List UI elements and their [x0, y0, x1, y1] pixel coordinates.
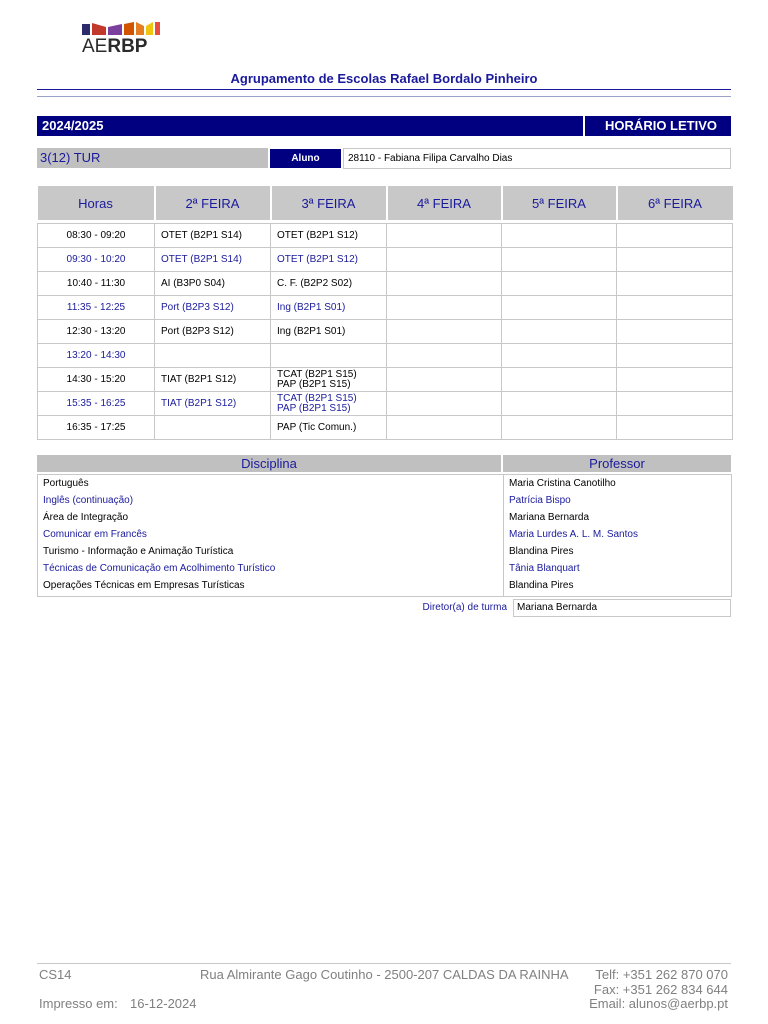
- schedule-row: [38, 320, 733, 344]
- discipline-name: Turismo - Informação e Animação Turística: [43, 546, 234, 557]
- monday-cell: [155, 416, 271, 440]
- school-logo: [82, 22, 162, 56]
- discipline-header: Disciplina: [37, 455, 501, 472]
- header-hours: Horas: [38, 186, 155, 220]
- friday-cell: [617, 248, 733, 272]
- schedule-header-row: [38, 186, 733, 220]
- wednesday-cell: [387, 416, 502, 440]
- tuesday-cell: [271, 344, 387, 368]
- wednesday-cell: [387, 272, 502, 296]
- header-tuesday: 3ª FEIRA: [271, 186, 387, 220]
- discipline-row: [38, 543, 733, 560]
- header-divider-secondary: [37, 96, 731, 97]
- discipline-row: [38, 509, 733, 526]
- footer-printed-label: Impresso em:: [39, 996, 118, 1011]
- lesson-entry: PAP (B2P1 S15): [277, 378, 351, 390]
- discipline-row: [38, 492, 733, 509]
- tuesday-cell: Ing (B2P1 S01): [271, 296, 387, 320]
- header-thursday: 5ª FEIRA: [502, 186, 617, 220]
- monday-cell: AI (B3P0 S04): [155, 272, 271, 296]
- tuesday-cell: C. F. (B2P2 S02): [271, 272, 387, 296]
- time-slot: 14:30 - 15:20: [38, 368, 155, 392]
- lesson-entry: TCAT (B2P1 S15): [277, 392, 357, 404]
- header-friday: 6ª FEIRA: [617, 186, 733, 220]
- tuesday-cell: OTET (B2P1 S12): [271, 248, 387, 272]
- logo-text: AERBP: [82, 36, 148, 57]
- schedule-row: [38, 392, 733, 416]
- class-director-value: Mariana Bernarda: [513, 599, 731, 617]
- footer-fax: Fax: +351 262 834 644: [593, 982, 728, 997]
- discipline-name: Técnicas de Comunicação em Acolhimento Turístico: [43, 563, 276, 574]
- schedule-row: [38, 272, 733, 296]
- monday-cell: TIAT (B2P1 S12): [155, 368, 271, 392]
- wednesday-cell: [387, 392, 502, 416]
- schedule-body: [38, 220, 733, 440]
- thursday-cell: [502, 368, 617, 392]
- friday-cell: [617, 320, 733, 344]
- schedule-row: [38, 368, 733, 392]
- tuesday-cell: PAP (Tic Comun.): [271, 416, 387, 440]
- time-slot: 09:30 - 10:20: [38, 248, 155, 272]
- tuesday-cell: Ing (B2P1 S01): [271, 320, 387, 344]
- discipline-name: Português: [43, 478, 89, 489]
- class-name: 3(12) TUR: [37, 148, 268, 168]
- thursday-cell: [502, 248, 617, 272]
- tuesday-cell: OTET (B2P1 S12): [271, 224, 387, 248]
- school-name: Agrupamento de Escolas Rafael Bordalo Pinheiro: [230, 71, 538, 86]
- lesson-entry: TCAT (B2P1 S15): [277, 368, 357, 380]
- footer-email: Email: alunos@aerbp.pt: [589, 996, 728, 1011]
- thursday-cell: [502, 320, 617, 344]
- monday-cell: OTET (B2P1 S14): [155, 224, 271, 248]
- student-value: 28110 - Fabiana Filipa Carvalho Dias: [343, 148, 731, 169]
- logo-stripes-icon: [82, 22, 162, 36]
- lesson-entry: PAP (B2P1 S15): [277, 402, 351, 414]
- wednesday-cell: [387, 320, 502, 344]
- header-divider: [37, 89, 731, 90]
- schedule-row: [38, 344, 733, 368]
- thursday-cell: [502, 344, 617, 368]
- thursday-cell: [502, 272, 617, 296]
- time-slot: 16:35 - 17:25: [38, 416, 155, 440]
- header-wednesday: 4ª FEIRA: [387, 186, 502, 220]
- discipline-row: [38, 560, 733, 577]
- footer-printed-date: 16-12-2024: [130, 996, 197, 1011]
- monday-cell: [155, 344, 271, 368]
- header-monday: 2ª FEIRA: [155, 186, 271, 220]
- thursday-cell: [502, 296, 617, 320]
- discipline-row: [38, 475, 733, 492]
- footer-address: Rua Almirante Gago Coutinho - 2500-207 CALDAS DA RAINHA: [200, 967, 569, 982]
- discipline-row: [38, 577, 733, 594]
- monday-cell: Port (B2P3 S12): [155, 296, 271, 320]
- discipline-row: [38, 526, 733, 543]
- school-year: 2024/2025: [37, 116, 583, 136]
- time-slot: 11:35 - 12:25: [38, 296, 155, 320]
- schedule-row: [38, 296, 733, 320]
- professor-name: Blandina Pires: [509, 580, 574, 591]
- schedule-row: [38, 224, 733, 248]
- professor-name: Patrícia Bispo: [509, 495, 571, 506]
- wednesday-cell: [387, 296, 502, 320]
- monday-cell: OTET (B2P1 S14): [155, 248, 271, 272]
- friday-cell: [617, 296, 733, 320]
- student-label: Aluno: [270, 149, 341, 168]
- schedule-row: [38, 248, 733, 272]
- wednesday-cell: [387, 368, 502, 392]
- professor-name: Mariana Bernarda: [509, 512, 590, 523]
- friday-cell: [617, 392, 733, 416]
- thursday-cell: [502, 416, 617, 440]
- wednesday-cell: [387, 224, 502, 248]
- discipline-name: Área de Integração: [43, 512, 129, 523]
- friday-cell: [617, 224, 733, 248]
- discipline-name: Inglês (continuação): [43, 495, 134, 506]
- class-director-label: Diretor(a) de turma: [422, 602, 507, 613]
- footer-code: CS14: [39, 967, 72, 982]
- time-slot: 08:30 - 09:20: [38, 224, 155, 248]
- time-slot: 12:30 - 13:20: [38, 320, 155, 344]
- tuesday-cell: [271, 392, 387, 416]
- friday-cell: [617, 416, 733, 440]
- discipline-name: Comunicar em Francês: [43, 529, 147, 540]
- tuesday-cell: [271, 368, 387, 392]
- wednesday-cell: [387, 344, 502, 368]
- time-slot: 13:20 - 14:30: [38, 344, 155, 368]
- professor-header: Professor: [503, 455, 731, 472]
- schedule-table: [37, 186, 733, 440]
- monday-cell: TIAT (B2P1 S12): [155, 392, 271, 416]
- professor-name: Blandina Pires: [509, 546, 574, 557]
- professor-name: Maria Cristina Canotilho: [509, 478, 616, 489]
- thursday-cell: [502, 224, 617, 248]
- discipline-list: [37, 474, 732, 597]
- friday-cell: [617, 272, 733, 296]
- discipline-name: Operações Técnicas em Empresas Turísticas: [43, 580, 245, 591]
- friday-cell: [617, 344, 733, 368]
- friday-cell: [617, 368, 733, 392]
- schedule-row: [38, 416, 733, 440]
- footer-divider: [37, 963, 731, 964]
- professor-name: Maria Lurdes A. L. M. Santos: [509, 529, 638, 540]
- schedule-type: HORÁRIO LETIVO: [585, 116, 731, 136]
- monday-cell: Port (B2P3 S12): [155, 320, 271, 344]
- footer-phone: Telf: +351 262 870 070: [595, 967, 728, 982]
- thursday-cell: [502, 392, 617, 416]
- time-slot: 10:40 - 11:30: [38, 272, 155, 296]
- time-slot: 15:35 - 16:25: [38, 392, 155, 416]
- wednesday-cell: [387, 248, 502, 272]
- professor-name: Tânia Blanquart: [509, 563, 580, 574]
